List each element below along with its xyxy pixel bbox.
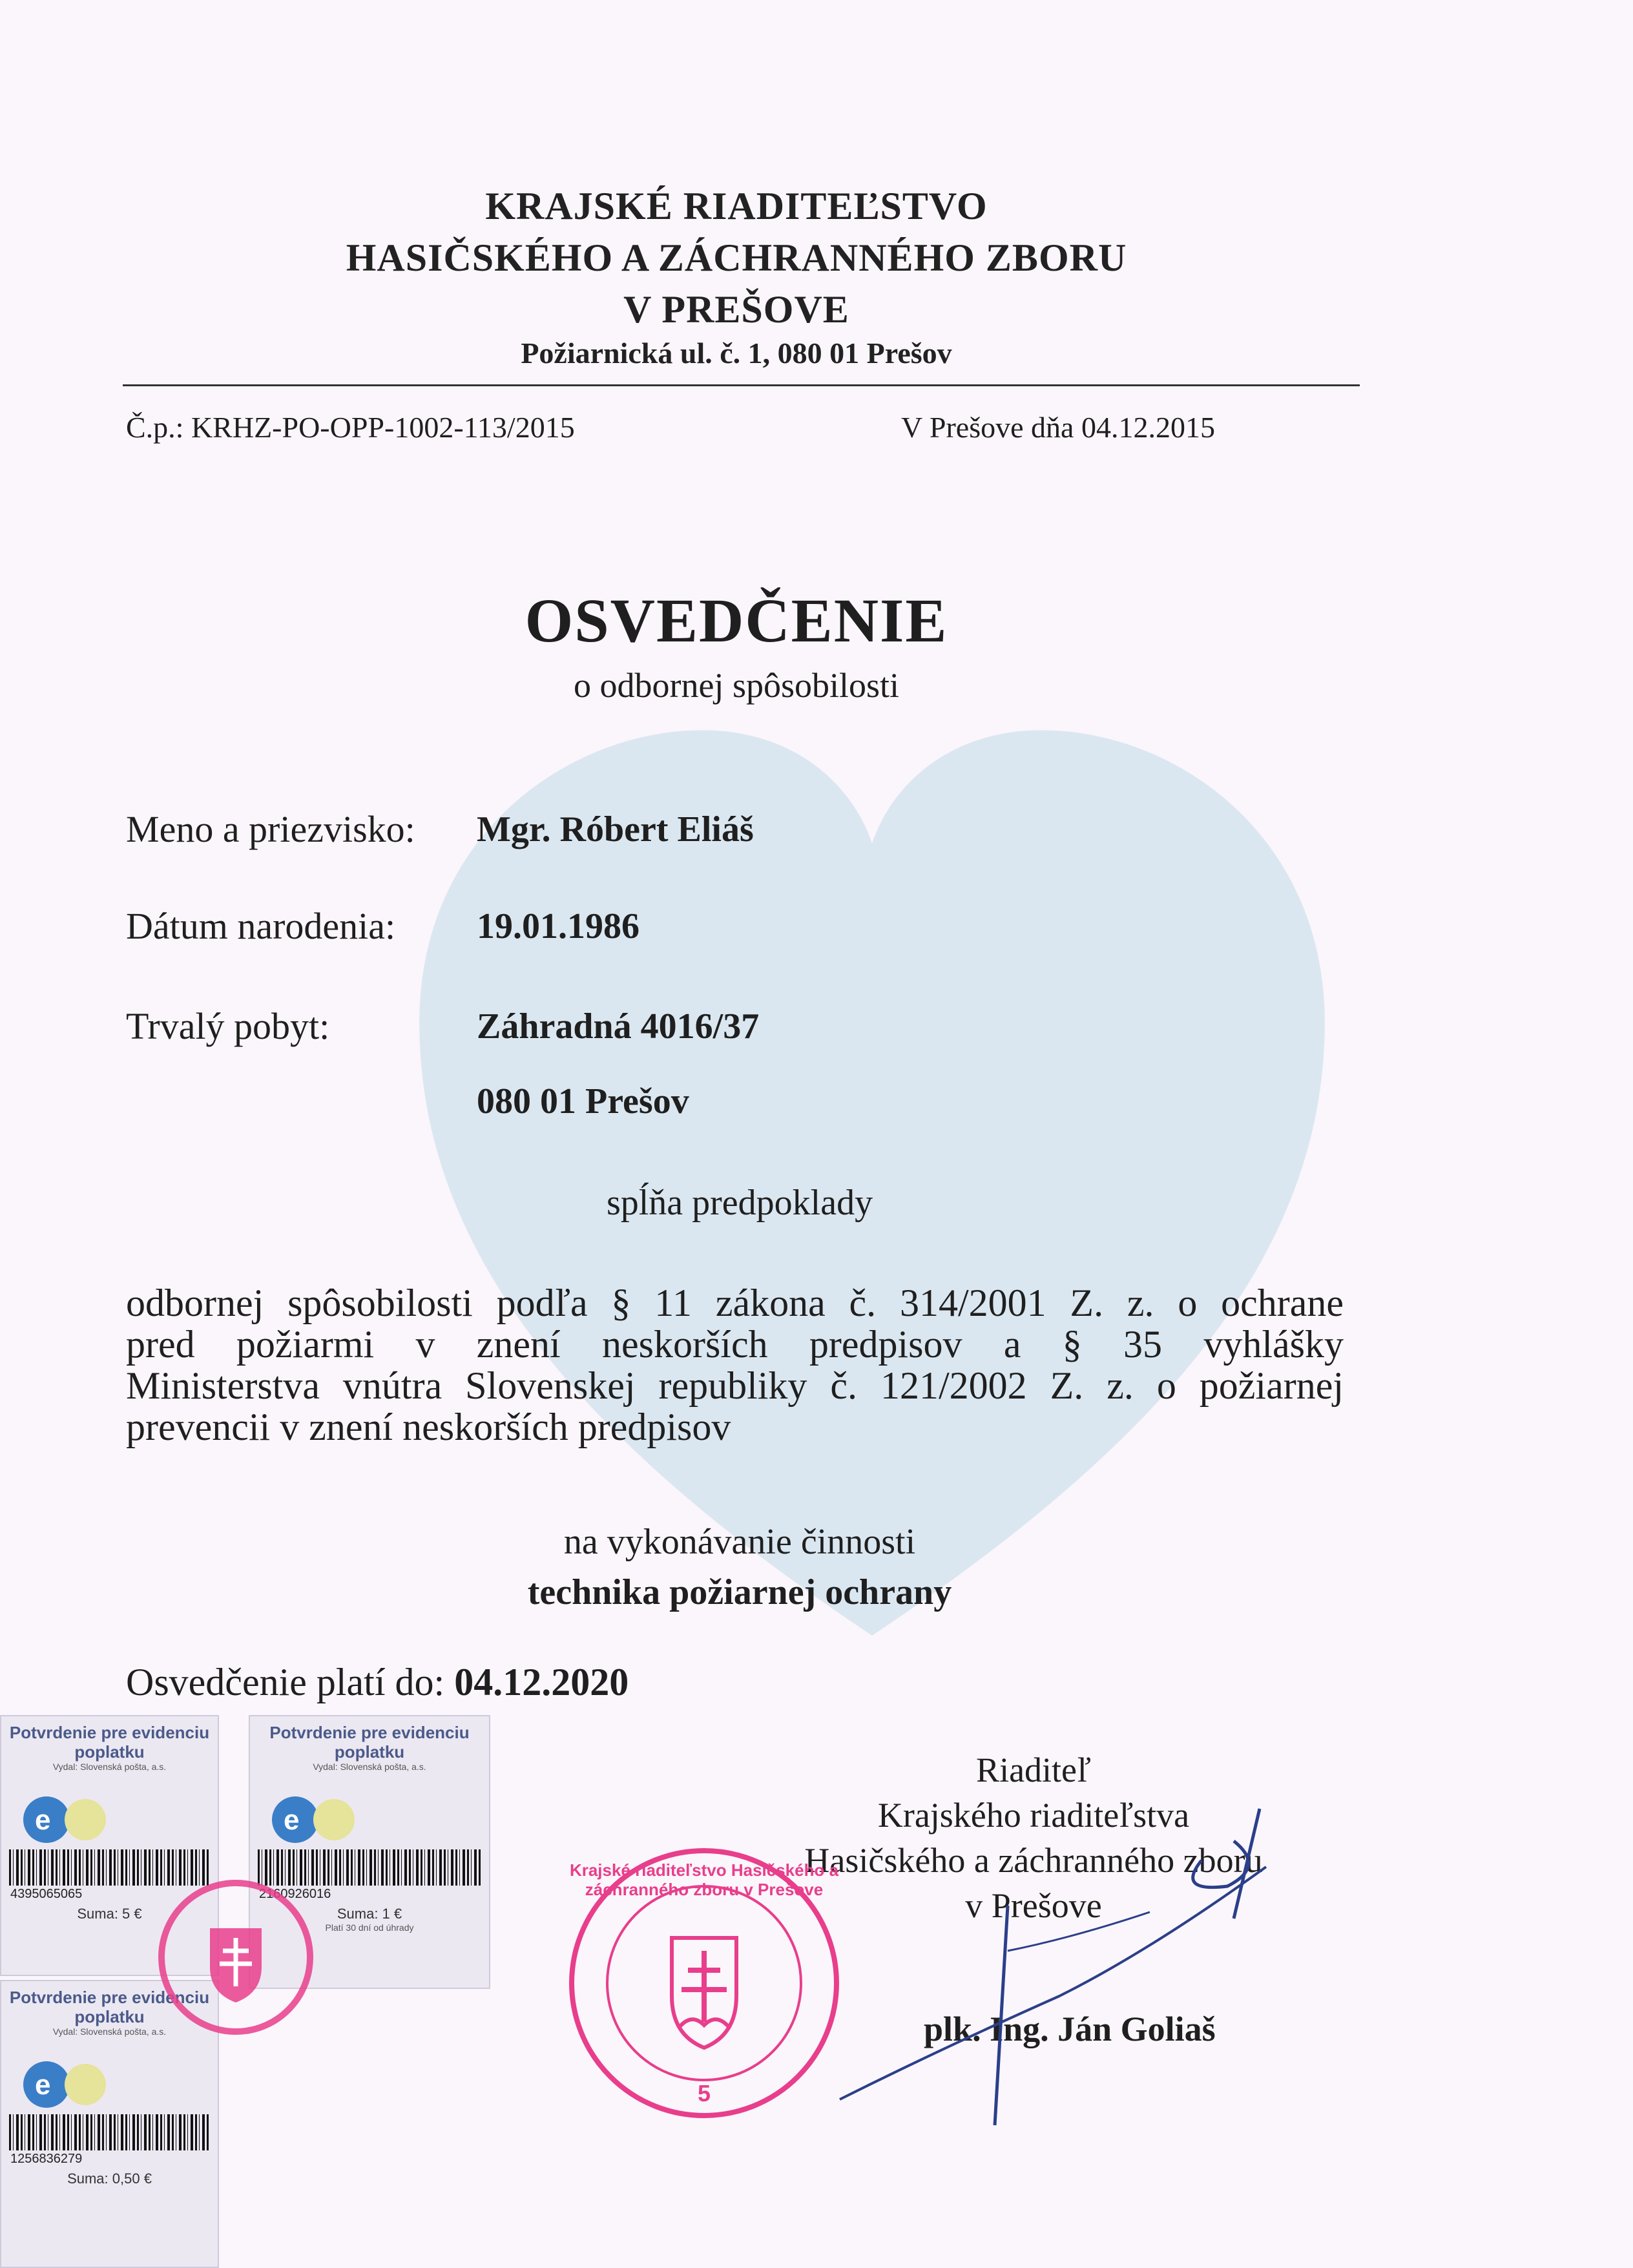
header-divider	[123, 384, 1360, 386]
validity-label: Osvedčenie platí do:	[126, 1661, 445, 1703]
handwritten-signature	[814, 1789, 1298, 2151]
signatory-office-line3: v Prešove	[965, 1886, 1102, 1925]
validity-date: 04.12.2020	[454, 1661, 629, 1703]
activity-intro: na vykonávanie činnosti	[563, 1522, 916, 1562]
fee-stamp-issuer: Vydal: Slovenská pošta, a.s.	[52, 2026, 167, 2037]
authority-name-line2: HASIČSKÉHO A ZÁCHRANNÉHO ZBORU	[346, 236, 1127, 279]
meets-requirements: spĺňa predpoklady	[606, 1183, 873, 1223]
document-subtitle: o odbornej spôsobilosti	[573, 666, 899, 705]
small-seal-icon	[155, 1877, 317, 2038]
name-value: Mgr. Róbert Eliáš	[477, 809, 754, 849]
fee-stamp-note: Platí 30 dní od úhrady	[325, 1922, 414, 1933]
signatory-office-line1: Krajského riaditeľstva	[877, 1796, 1190, 1835]
svg-text:e: e	[284, 1804, 300, 1836]
fee-stamp-amount: Suma: 1 €	[337, 1906, 402, 1922]
fee-stamp-title: Potvrdenie pre evidenciu poplatku	[9, 1988, 210, 2026]
authority-name-line3: V PREŠOVE	[623, 288, 849, 331]
seal-number: 5	[697, 2080, 711, 2107]
residence-label: Trvalý pobyt:	[126, 1005, 330, 1047]
legal-paragraph-line: Ministerstva vnútra Slovenskej republiky č. 121/2002 Z. z. o požiarnej	[126, 1364, 1344, 1407]
activity-name: technika požiarnej ochrany	[527, 1572, 952, 1612]
ek-logo-icon	[21, 2059, 124, 2110]
ek-logo-icon	[21, 1794, 124, 1846]
fee-stamp-title: Potvrdenie pre evidenciu poplatku	[9, 1723, 210, 1762]
svg-text:e: e	[35, 2069, 51, 2101]
fee-stamp-issuer: Vydal: Slovenská pošta, a.s.	[313, 1762, 426, 1772]
fee-stamp-code: 2160926016	[259, 1887, 331, 1901]
name-label: Meno a priezvisko:	[126, 808, 415, 850]
authority-name-line1: KRAJSKÉ RIADITEĽSTVO	[485, 185, 988, 227]
birth-date-value: 19.01.1986	[477, 906, 640, 946]
fee-stamp-title: Potvrdenie pre evidenciu poplatku	[269, 1723, 470, 1762]
authority-address: Požiarnická ul. č. 1, 080 01 Prešov	[521, 337, 952, 369]
legal-paragraph	[126, 1282, 1344, 1448]
validity	[126, 1660, 629, 1705]
seal-text: Krajské riaditeľstvo Hasičského a záchranného zboru v Prešove	[569, 1860, 839, 1899]
signatory-name: plk. Ing. Ján Goliaš	[924, 2010, 1216, 2048]
document-title: OSVEDČENIE	[525, 586, 948, 655]
signatory-office-line2: Hasičského a záchranného zboru	[804, 1841, 1263, 1880]
birth-date-label: Dátum narodenia:	[126, 905, 396, 947]
residence-street: Záhradná 4016/37	[477, 1006, 760, 1046]
legal-paragraph-line: pred požiarmi v znení neskorších predpisov a § 35 vyhlášky	[126, 1323, 1344, 1366]
reference-number: Č.p.: KRHZ-PO-OPP-1002-113/2015	[126, 411, 575, 444]
fee-stamp-amount: Suma: 0,50 €	[67, 2170, 152, 2187]
fee-stamp-issuer: Vydal: Slovenská pošta, a.s.	[52, 1762, 167, 1772]
official-seal	[562, 1841, 846, 2125]
legal-paragraph-line: prevencii v znení neskorších predpisov	[126, 1406, 731, 1448]
signatory-title: Riaditeľ	[976, 1751, 1091, 1789]
fee-stamp-barcode	[9, 2114, 210, 2150]
issue-place-date: V Prešove dňa 04.12.2015	[901, 411, 1215, 444]
residence-city: 080 01 Prešov	[477, 1081, 689, 1121]
ek-logo-icon	[269, 1794, 373, 1846]
fee-stamp-amount: Suma: 5 €	[77, 1906, 142, 1922]
svg-text:e: e	[35, 1804, 51, 1836]
fee-stamp-code: 1256836279	[10, 2152, 83, 2166]
legal-paragraph-line: odbornej spôsobilosti podľa § 11 zákona č. 314/2001 Z. z. o ochrane	[126, 1282, 1344, 1324]
fee-stamp-code: 4395065065	[10, 1887, 83, 1901]
